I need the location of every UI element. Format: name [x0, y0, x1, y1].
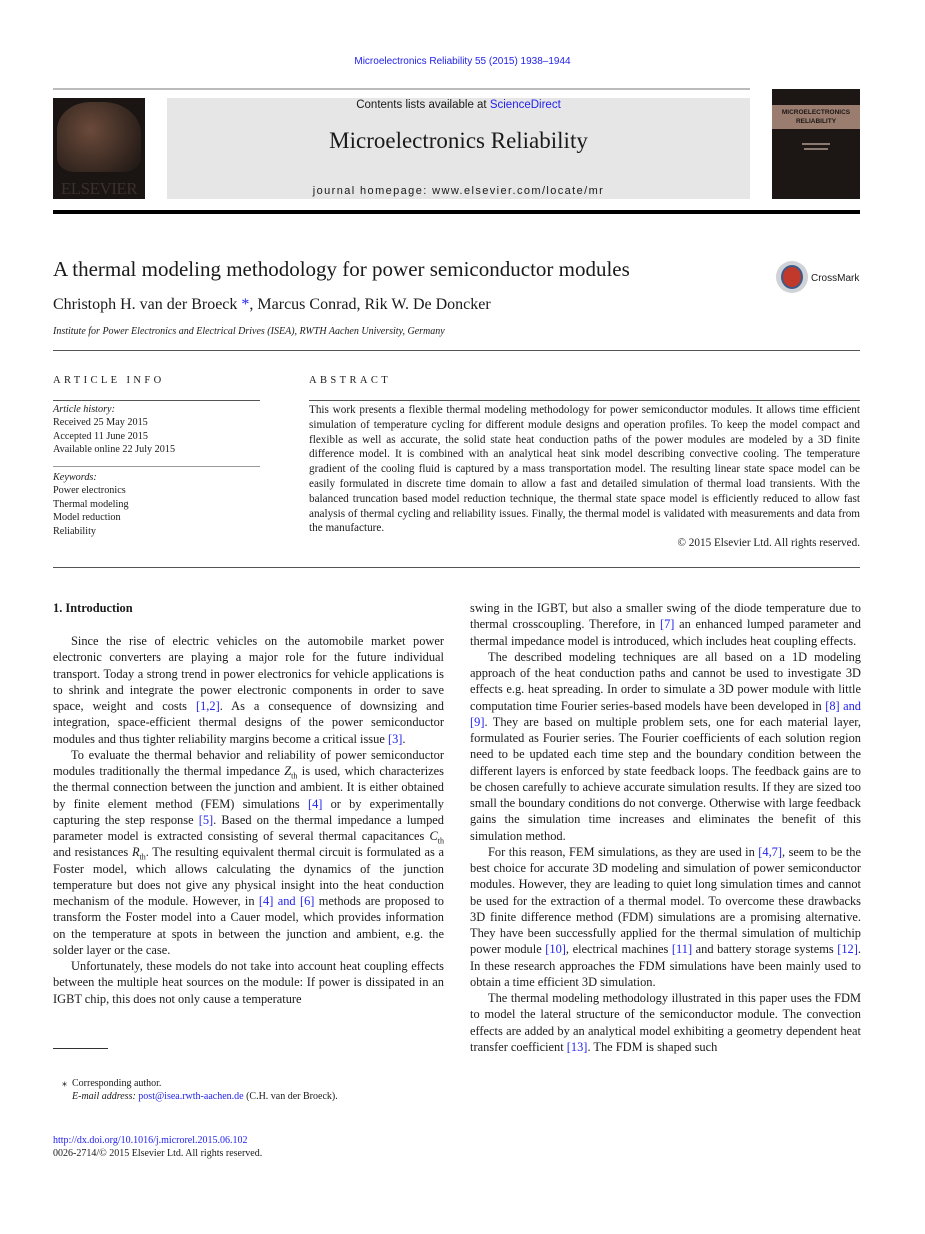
- crossmark-icon[interactable]: [776, 261, 808, 293]
- paragraph-text: , electrical machines: [565, 942, 672, 957]
- paragraph: [470, 600, 861, 649]
- citation-link[interactable]: [1,2]: [195, 699, 220, 713]
- paragraph-text: and resistances: [53, 845, 132, 860]
- paragraph-text: is used, which characterizes the thermal connection between the junction and ambient. It is either obtained by finite element method (FEM) simulations: [53, 764, 445, 811]
- divider: [53, 567, 860, 568]
- affiliation: Institute for Power Electronics and Electrical Drives (ISEA), RWTH Aachen University, Germany: [53, 326, 445, 337]
- citation-link[interactable]: [5]: [198, 812, 214, 827]
- author-others: , Marcus Conrad, Rik W. De Doncker: [249, 296, 491, 313]
- paragraph-text: The described modeling techniques are all based on a 1D modeling approach of the heat conduction paths and cannot be used to investigate 3D effects e.g. heat spreading. In order to simulate a 3D power module with little computation time Fourier series-based models have been developed in: [470, 649, 861, 713]
- paragraph: [53, 958, 444, 1007]
- divider: [53, 400, 260, 401]
- citation-link[interactable]: [12]: [837, 942, 858, 957]
- divider: [53, 350, 860, 351]
- history-label: Article history:: [53, 404, 115, 415]
- contents-line: [167, 99, 750, 111]
- paragraph-text: . Based on the thermal impedance a lumped parameter model is extracted consisting of several thermal capacitances: [53, 812, 444, 843]
- abstract-text: This work presents a flexible thermal modeling methodology for power semiconductor modules. It allows time efficient simulation of temperature cycling for different module designs and operation profiles. To keep the model compact and flexible as well as accurate, the solid state heat conduction paths of the power modules are modeled by a 3D finite difference model. It is combined with an analytical heat sink model describing convective cooling. The temperature gradient of the cooling fluid is captured by a mass transportation model. The resulting linear state space model can be easily formulated in discrete time domain to allow a fast and detailed simulation of thermal load transients. With the balanced truncation based model reduction technique, the thermal state space model is efficiently reduced to allow fast analysis of thermal cycling and reliability issues. Finally, the thermal model is validated with measurements and data from the manufacture.: [309, 404, 860, 535]
- journal-cover-image: [772, 89, 860, 199]
- body-column-left: [53, 633, 444, 1007]
- paragraph-text: The thermal modeling methodology illustrated in this paper uses the FDM to model the lateral structure of the semiconductor module. The convection effects are added by an analytical model exhibiting a geometry dependent heat transfer coefficient: [470, 991, 861, 1054]
- paragraph: [470, 844, 861, 990]
- paragraph-text: th: [437, 836, 444, 846]
- history-online: Available online 22 July 2015: [53, 444, 176, 456]
- publication-footer: [53, 1134, 262, 1161]
- citation-link[interactable]: [4] and [6]: [258, 894, 315, 908]
- article-title: A thermal modeling methodology for power semiconductor modules: [53, 257, 630, 281]
- abstract-heading: ABSTRACT: [309, 375, 392, 386]
- keyword: Reliability: [53, 525, 97, 537]
- citation-link[interactable]: [11]: [671, 942, 693, 957]
- history-received: Received 25 May 2015: [53, 417, 148, 429]
- author-first: Christoph H. van der Broeck: [53, 296, 242, 313]
- paragraph-text: Unfortunately, these models do not take into account heat coupling effects between the multiple heat sources on the module: If power is dissipated in an IGBT chip, this does not only cause a temperature: [53, 959, 444, 1006]
- issn-line: 0026-2714/© 2015 Elsevier Ltd. All rights reserved.: [53, 1148, 263, 1160]
- cover-title-2: RELIABILITY: [795, 118, 837, 125]
- paragraph: [53, 633, 444, 747]
- contents-prefix: Contents lists available at: [356, 99, 490, 111]
- doi-link[interactable]: http://dx.doi.org/10.1016/j.microrel.2015.06.102: [53, 1135, 248, 1146]
- keywords: [53, 471, 260, 538]
- paragraph-text: To evaluate the thermal behavior and reliability of power semiconductor modules traditionally the thermal impedance: [53, 747, 444, 778]
- email-owner: (C.H. van der Broeck).: [243, 1091, 338, 1103]
- paragraph-text: . In these research approaches the FDM simulations have been mainly used to obtain a time efficient 3D simulation.: [470, 942, 861, 989]
- paragraph-text: Z: [284, 764, 292, 778]
- paragraph-text: For this reason, FEM simulations, as they are used in: [488, 844, 759, 859]
- paragraph: [470, 990, 861, 1055]
- citation-link[interactable]: [10]: [545, 942, 566, 957]
- keyword: Thermal modeling: [53, 498, 129, 510]
- paragraph-text: methods are proposed to transform the Foster model into a Cauer model, which provides information on the temperature at spots in between the junction and ambient, e.g. the solder layer or the case.: [53, 894, 445, 957]
- header-divider: [53, 88, 750, 90]
- paragraph-text: and battery storage systems: [692, 942, 838, 957]
- sciencedirect-link[interactable]: ScienceDirect: [489, 99, 561, 111]
- cover-title-1: MICROELECTRONICS: [781, 109, 851, 116]
- crossmark-label[interactable]: CrossMark: [811, 273, 860, 284]
- divider: [53, 466, 260, 467]
- email-link[interactable]: post@isea.rwth-aachen.de: [138, 1091, 244, 1103]
- journal-homepage: journal homepage: www.elsevier.com/locate/mr: [312, 185, 605, 197]
- footnote: [62, 1077, 338, 1104]
- paragraph: [53, 747, 444, 958]
- keyword: Model reduction: [53, 512, 121, 524]
- corresponding-author-link[interactable]: *: [241, 296, 250, 313]
- abstract-copyright: © 2015 Elsevier Ltd. All rights reserved.: [677, 537, 860, 549]
- header-rule: [53, 210, 860, 214]
- paragraph-text: th: [139, 852, 146, 862]
- article-history: [53, 403, 260, 457]
- article-info-heading: ARTICLE INFO: [53, 375, 165, 386]
- keywords-label: Keywords:: [53, 472, 97, 483]
- citation-link[interactable]: [13]: [566, 1039, 588, 1054]
- footnote-mark: ⁎: [62, 1078, 67, 1089]
- paragraph: [470, 649, 861, 844]
- keyword: Power electronics: [53, 485, 126, 497]
- divider: [309, 400, 860, 401]
- elsevier-logo: [53, 98, 145, 199]
- section-heading: 1. Introduction: [53, 601, 133, 615]
- citation-link[interactable]: [3]: [387, 731, 403, 746]
- author-list: [53, 296, 491, 314]
- body-column-right: [470, 600, 861, 1055]
- paragraph-text: R: [131, 845, 140, 860]
- paragraph-text: swing in the IGBT, but also a smaller swing of the diode temperature due to thermal crosscoupling. Therefore, in: [470, 601, 861, 632]
- elsevier-logo-text: ELSEVIER: [60, 179, 138, 198]
- paragraph-text: . As a consequence of downsizing and integration, space-efficient thermal designs of the power semiconductor modules and thus tighter reliability margins become a critical issue: [53, 699, 444, 746]
- paragraph-text: , seem to be the best choice for accurate 3D modeling and simulation of power semiconductor modules. However, they are leading to quiet long simulation times and cannot be used for the extraction of a thermal model. To overcome these drawbacks 3D finite difference method (FDM) simulations are a promising alternative. They have been successfully applied for the thermal simulation of multichip power module: [470, 844, 861, 957]
- email-label: E-mail address:: [72, 1091, 139, 1103]
- paragraph-text: or by experimentally capturing the step response: [53, 796, 444, 827]
- paragraph-text: . The FDM is shaped such: [587, 1039, 718, 1054]
- paragraph-text: Since the rise of electric vehicles on the automobile market power electronic converters are playing a major role for the future individual transport. Today a strong trend in power electronics for vehicle applications is to shrink and integrate the power electronic components in order to save space, weight and costs: [53, 634, 444, 713]
- journal-reference-link[interactable]: Microelectronics Reliability 55 (2015) 1938–1944: [354, 56, 571, 67]
- history-accepted: Accepted 11 June 2015: [53, 430, 148, 442]
- paragraph-text: . They are based on multiple problem sets, one for each material layer, formulated as Fourier series. The Fourier coefficients of each solution region need to be updated each time step and the boundary condition between the different layers is enforced by state feedback loops. The feedback gains are to be chosen carefully to achieve accurate simulation results. If they are sized too small the boundary conditions do not converge. Otherwise with large feedback gains the simulation time increases and eliminates the benefit of this simulation method.: [470, 714, 861, 843]
- paragraph-text: .: [402, 731, 406, 746]
- citation-link[interactable]: [4]: [307, 796, 323, 811]
- citation-link[interactable]: [4,7]: [758, 844, 783, 859]
- elsevier-tree-icon: [57, 102, 141, 172]
- paragraph-text: an enhanced lumped parameter and thermal impedance model is introduced, which includes heat coupling effects.: [470, 617, 861, 648]
- paragraph-text: C: [429, 829, 438, 843]
- footnote-corresponding: Corresponding author.: [72, 1078, 162, 1089]
- paragraph-text: . The resulting equivalent thermal circuit is formulated as a Foster model, which allows calculating the dynamics of the junction temperature but does not give any physical insight into the heat conduction mechanism of the module. However, in: [53, 845, 444, 908]
- citation-link[interactable]: [7]: [659, 617, 675, 632]
- citation-link[interactable]: [8] and [9]: [470, 698, 861, 729]
- journal-title: Microelectronics Reliability: [329, 128, 588, 153]
- footnote-rule: [53, 1048, 108, 1049]
- paragraph-text: th: [291, 771, 298, 781]
